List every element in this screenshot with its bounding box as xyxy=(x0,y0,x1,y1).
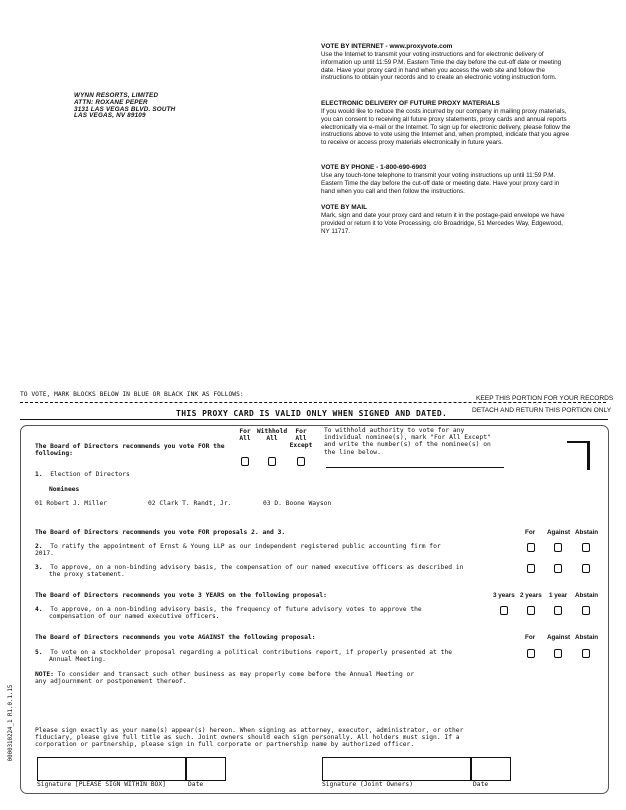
section-against-recommend: The Board of Directors recommends you vote AGAINST the following proposal: xyxy=(35,634,316,641)
mark-instruction: TO VOTE, MARK BLOCKS BELOW IN BLUE OR BLACK INK AS FOLLOWS: xyxy=(20,391,244,398)
side-code: 0000310224_1 R1.0.1.15 xyxy=(8,684,14,762)
header-rule xyxy=(20,419,608,420)
for-all-checkbox[interactable] xyxy=(241,457,249,466)
header-3-years: 3 years xyxy=(493,592,515,599)
signature-box-1[interactable] xyxy=(37,757,187,781)
signature-instruction: Please sign exactly as your name(s) appear(s) hereon. When signing as attorney, executor, administrator, or other fiduciary, please give full title as such. Joint owners should each sign personally. All holders must sign. If a corporation or partnership, please sign in full corporate or partnership name by authorized officer. xyxy=(35,727,464,749)
vote-by-internet xyxy=(321,43,571,82)
proposal-4-text: To approve, on a non-binding advisory basis, the frequency of future advisory votes to approve the compensation of our named executive officers. xyxy=(49,606,422,621)
proposal-2 xyxy=(35,543,455,557)
proposal-2-for-checkbox[interactable] xyxy=(527,543,535,552)
note xyxy=(35,671,425,685)
proposal-3-num: 3. xyxy=(35,564,43,571)
section-for-recommend: The Board of Directors recommends you vote FOR proposals 2. and 3. xyxy=(35,529,286,536)
proposal-5-for-checkbox[interactable] xyxy=(527,649,535,658)
item-1-text: Election of Directors xyxy=(50,471,130,478)
proposal-4-num: 4. xyxy=(35,606,43,613)
directors-recommend: The Board of Directors recommends you vote FOR the following: xyxy=(35,443,225,458)
proposal-5-text: To vote on a stockholder proposal regarding a political contributions report, if properly presented at the Annual Meeting. xyxy=(49,649,453,664)
proposal-5-against-checkbox[interactable] xyxy=(554,649,562,658)
date-box-1[interactable] xyxy=(185,757,226,781)
header-against: Against xyxy=(547,529,571,536)
address-line-4: LAS VEGAS, NV 89109 xyxy=(74,112,146,120)
proposal-3 xyxy=(35,564,469,578)
proposal-2-num: 2. xyxy=(35,543,43,550)
proposal-3-abstain-checkbox[interactable] xyxy=(582,564,590,573)
internet-body: Use the Internet to transmit your voting instructions and for electronic delivery of information up until 11:59 P.M. Eastern Time the day before the cut-off date or meeting date. Have your proxy card in hand when you access the web site and follow the instructions to obtain your records and to create an electronic voting instruction form. xyxy=(321,51,562,82)
proposal-5-num: 5. xyxy=(35,649,43,656)
vote-by-phone xyxy=(321,164,571,195)
return-address xyxy=(74,93,175,120)
col-for-all-except: For All Except xyxy=(289,428,313,450)
note-text: To consider and transact such other business as may properly come before the Annual Meeting or any adjournment or postponement thereof. xyxy=(35,671,415,686)
cut-line xyxy=(20,402,606,403)
for-all-except-checkbox[interactable] xyxy=(297,457,305,466)
proposal-2-abstain-checkbox[interactable] xyxy=(582,543,590,552)
date-1-label: Date xyxy=(188,781,204,788)
col-withhold-all: Withhold All xyxy=(256,428,288,443)
corner-mark-vertical xyxy=(587,441,590,470)
withhold-instruction: To withhold authority to vote for any individual nominee(s), mark "For All Except" and write the number(s) of the nominee(s) on the line below. xyxy=(324,427,491,456)
mail-body: Mark, sign and date your proxy card and return it in the postage-paid envelope we have provided or return it to Vote Processing, c/o Broadridge, 51 Mercedes Way, Edgewood, NY 11717. xyxy=(321,212,565,235)
proposal-3-against-checkbox[interactable] xyxy=(554,564,562,573)
proposal-4-1-year-checkbox[interactable] xyxy=(554,606,562,615)
item-1-num: 1. xyxy=(35,471,43,478)
electronic-body: If you would like to reduce the costs incurred by our company in mailing proxy materials, you can consent to receiving all future proxy statements, proxy cards and annual reports electronically via e-mail or the Internet. To sign up for electronic delivery, please follow the instructions above to vote using the Internet and, when prompted, indicate that you agree to receive or access proxy materials electronically in future years. xyxy=(321,108,571,147)
internet-title: VOTE BY INTERNET - www.proxyvote.com xyxy=(321,43,453,50)
col-for-all: For All xyxy=(239,428,251,443)
item-1 xyxy=(35,471,130,478)
proposal-5 xyxy=(35,649,469,663)
header-for: For xyxy=(525,529,536,536)
nominees-label: Nominees xyxy=(49,486,80,493)
signature-2-label: Signature (Joint Owners) xyxy=(322,781,413,788)
detach-portion-label: DETACH AND RETURN THIS PORTION ONLY xyxy=(472,407,612,414)
proposal-4-3-years-checkbox[interactable] xyxy=(500,606,508,615)
proposal-4 xyxy=(35,606,439,620)
vote-by-mail xyxy=(321,204,571,235)
nominee-number-line[interactable] xyxy=(326,467,504,468)
signature-1-label: Signature [PLEASE SIGN WITHIN BOX] xyxy=(37,781,166,788)
proposal-2-text: To ratify the appointment of Ernst & Young LLP as our independent registered public accounting firm for 2017. xyxy=(35,543,441,558)
nominee-1: 01 Robert J. Miller xyxy=(35,500,108,507)
proposal-4-abstain-checkbox[interactable] xyxy=(582,606,590,615)
withhold-all-checkbox[interactable] xyxy=(268,457,276,466)
address-line-3: 3131 LAS VEGAS BLVD. SOUTH xyxy=(74,105,176,113)
note-label: NOTE: xyxy=(35,671,54,678)
nominee-3: 03 D. Boone Wayson xyxy=(263,500,332,507)
address-line-1: WYNN RESORTS, LIMITED xyxy=(74,92,159,99)
header-years-abstain: Abstain xyxy=(575,592,599,599)
proposal-3-text: To approve, on a non-binding advisory basis, the compensation of our named executive officers as described in the proxy statement. xyxy=(49,564,464,579)
phone-body: Use any touch-tone telephone to transmit your voting instructions up until 11:59 P.M. Eastern Time the day before the cut-off date or meeting date. Have your proxy card in hand when you call and then follow the instructions. xyxy=(321,172,560,195)
phone-title: VOTE BY PHONE - 1-800-690-6903 xyxy=(321,164,427,171)
signature-box-2[interactable] xyxy=(322,757,472,781)
electronic-title: ELECTRONIC DELIVERY OF FUTURE PROXY MATERIALS xyxy=(321,100,500,107)
header-abstain: Abstain xyxy=(575,529,599,536)
date-2-label: Date xyxy=(473,781,489,788)
header-against-against: Against xyxy=(547,634,571,641)
date-box-2[interactable] xyxy=(470,757,511,781)
proposal-5-abstain-checkbox[interactable] xyxy=(582,649,590,658)
proposal-4-2-years-checkbox[interactable] xyxy=(527,606,535,615)
mail-title: VOTE BY MAIL xyxy=(321,204,368,211)
electronic-delivery xyxy=(321,100,571,147)
proposal-3-for-checkbox[interactable] xyxy=(527,564,535,573)
valid-notice: THIS PROXY CARD IS VALID ONLY WHEN SIGNED AND DATED. xyxy=(176,409,448,418)
header-2-years: 2 years xyxy=(520,592,542,599)
header-against-abstain: Abstain xyxy=(575,634,599,641)
header-against-for: For xyxy=(525,634,536,641)
section-years-recommend: The Board of Directors recommends you vote 3 YEARS on the following proposal: xyxy=(35,592,327,599)
address-line-2: ATTN: ROXANE PEPER xyxy=(74,98,148,106)
proposal-2-against-checkbox[interactable] xyxy=(554,543,562,552)
keep-portion-label: KEEP THIS PORTION FOR YOUR RECORDS xyxy=(476,395,614,402)
corner-mark-horizontal xyxy=(567,441,590,443)
header-1-year: 1 year xyxy=(549,592,568,599)
nominee-2: 02 Clark T. Randt, Jr. xyxy=(148,500,232,507)
